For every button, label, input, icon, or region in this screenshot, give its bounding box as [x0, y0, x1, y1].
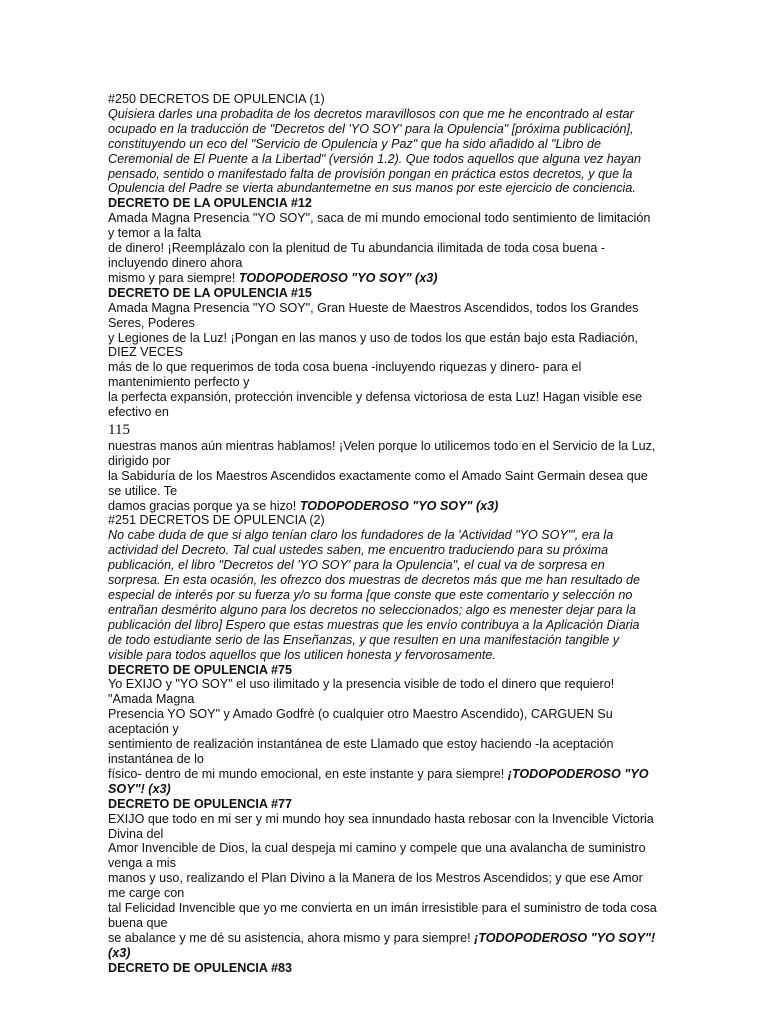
section-title-251: #251 DECRETOS DE OPULENCIA (2) — [108, 513, 325, 528]
decree-heading-83: DECRETO DE OPULENCIA #83 — [108, 960, 293, 975]
decree-text: la Sabiduría de los Maestros Ascendidos exactamente como el Amado Saint Germain desea que se utilice. Te — [108, 468, 648, 498]
decree-closing: ¡TODOPODEROSO "YO SOY"! (x3) — [108, 930, 656, 960]
intro-line: No cabe duda de que si algo tenían claro los fundadores de la 'Actividad "YO SOY"', era la — [108, 528, 614, 543]
decree-text — [108, 767, 660, 797]
decree-text: Amada Magna Presencia "YO SOY", saca de mi mundo emocional todo sentimiento de limitación y temor a la falta — [108, 211, 651, 241]
intro-line: Opulencia del Padre se vierta abundantemetne en sus manos por este ejercicio de conciencia. — [108, 181, 636, 196]
decree-text — [108, 499, 660, 514]
decree-text-part: físico- dentro de mi mundo emocional, en este instante y para siempre! — [108, 766, 508, 781]
decree-heading-77: DECRETO DE OPULENCIA #77 — [108, 796, 293, 811]
intro-line: ocupado en la traducción de "Decretos del 'YO SOY' para la Opulencia" [próxima publicación], — [108, 121, 634, 136]
decree-closing: TODOPODEROSO "YO SOY" (x3) — [238, 270, 438, 285]
section-title-250: #250 DECRETOS DE OPULENCIA (1) — [108, 92, 325, 106]
decree-text: de dinero! ¡Reemplázalo con la plenitud de Tu abundancia ilimitada de toda cosa buena - incluyendo dinero ahora — [108, 241, 606, 270]
decree-text: la perfecta expansión, protección invencible y defensa victoriosa de esta Luz! Hagan visible ese efectivo en — [108, 390, 643, 420]
decree-text: manos y uso, realizando el Plan Divino a la Manera de los Mestros Ascendidos; y que ese Amor me carge con — [108, 871, 643, 901]
decree-text-part: se abalance y me dé su asistencia, ahora mismo y para siempre! — [108, 930, 475, 945]
decree-text-part: mismo y para siempre! — [108, 270, 239, 285]
decree-text: Amada Magna Presencia "YO SOY", Gran Hueste de Maestros Ascendidos, todos los Grandes Seres, Poderes — [108, 300, 639, 330]
intro-line: publicación, el libro "Decretos del 'YO SOY' para la Opulencia", el cual va de sorpresa en — [108, 558, 605, 573]
decree-text: más de lo que requerimos de toda cosa buena -incluyendo riquezas y dinero- para el mantenimiento perfecto y — [108, 360, 582, 390]
intro-line: Ceremonial de El Puente a la Libertad" (versión 1.2). Que todos aquellos que alguna vez hayan — [108, 151, 642, 166]
decree-text: Amor Invencible de Dios, la cual despeja mi camino y compele que una avalancha de suministro venga a mis — [108, 841, 646, 871]
intro-line: Quisiera darles una probadita de los decretos maravillosos con que me he encontrado al estar — [108, 106, 634, 121]
intro-line: constituyendo un eco del "Servicio de Opulencia y Paz" que ha sido añadido al "Libro de — [108, 136, 601, 151]
decree-text: nuestras manos aún mientras hablamos! ¡Velen porque lo utilicemos todo en el Servicio de la Luz, dirigido por — [108, 438, 656, 468]
intro-line: de todo estudiante serio de las Enseñanzas, y que resulten en una manifestación tangible y — [108, 632, 620, 647]
decree-text: tal Felicidad Invencible que yo me convierta en un imán irresistible para el suministro de toda cosa buena que — [108, 901, 657, 930]
decree-text-part: damos gracias porque ya se hizo! — [108, 498, 300, 513]
decree-closing: TODOPODEROSO "YO SOY" (x3) — [299, 498, 499, 513]
document-page — [108, 92, 660, 976]
intro-line: visible para todos aquellos que los utilicen honesta y fervorosamente. — [108, 647, 496, 662]
page-number: 115 — [108, 421, 130, 438]
intro-line: actividad del Decreto. Tal cual ustedes saben, me encuentro traduciendo para su próxima — [108, 543, 609, 558]
decree-closing: ¡TODOPODEROSO "YO SOY"! (x3) — [108, 766, 649, 796]
decree-text: EXIJO que todo en mi ser y mi mundo hoy sea innundado hasta rebosar con la Invencible Victoria Divina del — [108, 811, 654, 841]
intro-line: pensado, sentido o manifestado falta de provisión pongan en práctica estos decretos, y que la — [108, 166, 633, 181]
intro-line: publicación del libro] Espero que estas muestras que les envío contribuya a la Aplicación Diaria — [108, 617, 640, 632]
decree-text: Yo EXIJO y "YO SOY" el uso ilimitado y la presencia visible de todo el dinero que requiero! "Amada Magna — [108, 677, 615, 707]
intro-line: especial de interés por su fuerza y/o su forma [que conste que este comentario y selección no — [108, 588, 633, 602]
intro-line: entrañan desmérito alguno para los decretos no seleccionados; algo es menester dejar para la — [108, 602, 636, 617]
intro-line: sorpresa. En esta ocasión, les ofrezco dos muestras de decretos más que me han resultado de — [108, 573, 641, 588]
decree-text: y Legiones de la Luz! ¡Pongan en las manos y uso de todos los que están bajo esta Radiación, DIEZ VECES — [108, 330, 638, 360]
decree-text — [108, 271, 660, 286]
decree-text: Presencia YO SOY" y Amado Godfrè (o cualquier otro Maestro Ascendido), CARGUEN Su aceptación y — [108, 707, 613, 737]
decree-text — [108, 931, 660, 961]
decree-heading-75: DECRETO DE OPULENCIA #75 — [108, 662, 293, 677]
decree-text: sentimiento de realización instantánea de este Llamado que estoy haciendo -la aceptación instantánea de lo — [108, 737, 614, 766]
decree-heading-12: DECRETO DE LA OPULENCIA #12 — [108, 196, 312, 211]
decree-heading-15: DECRETO DE LA OPULENCIA #15 — [108, 285, 312, 300]
